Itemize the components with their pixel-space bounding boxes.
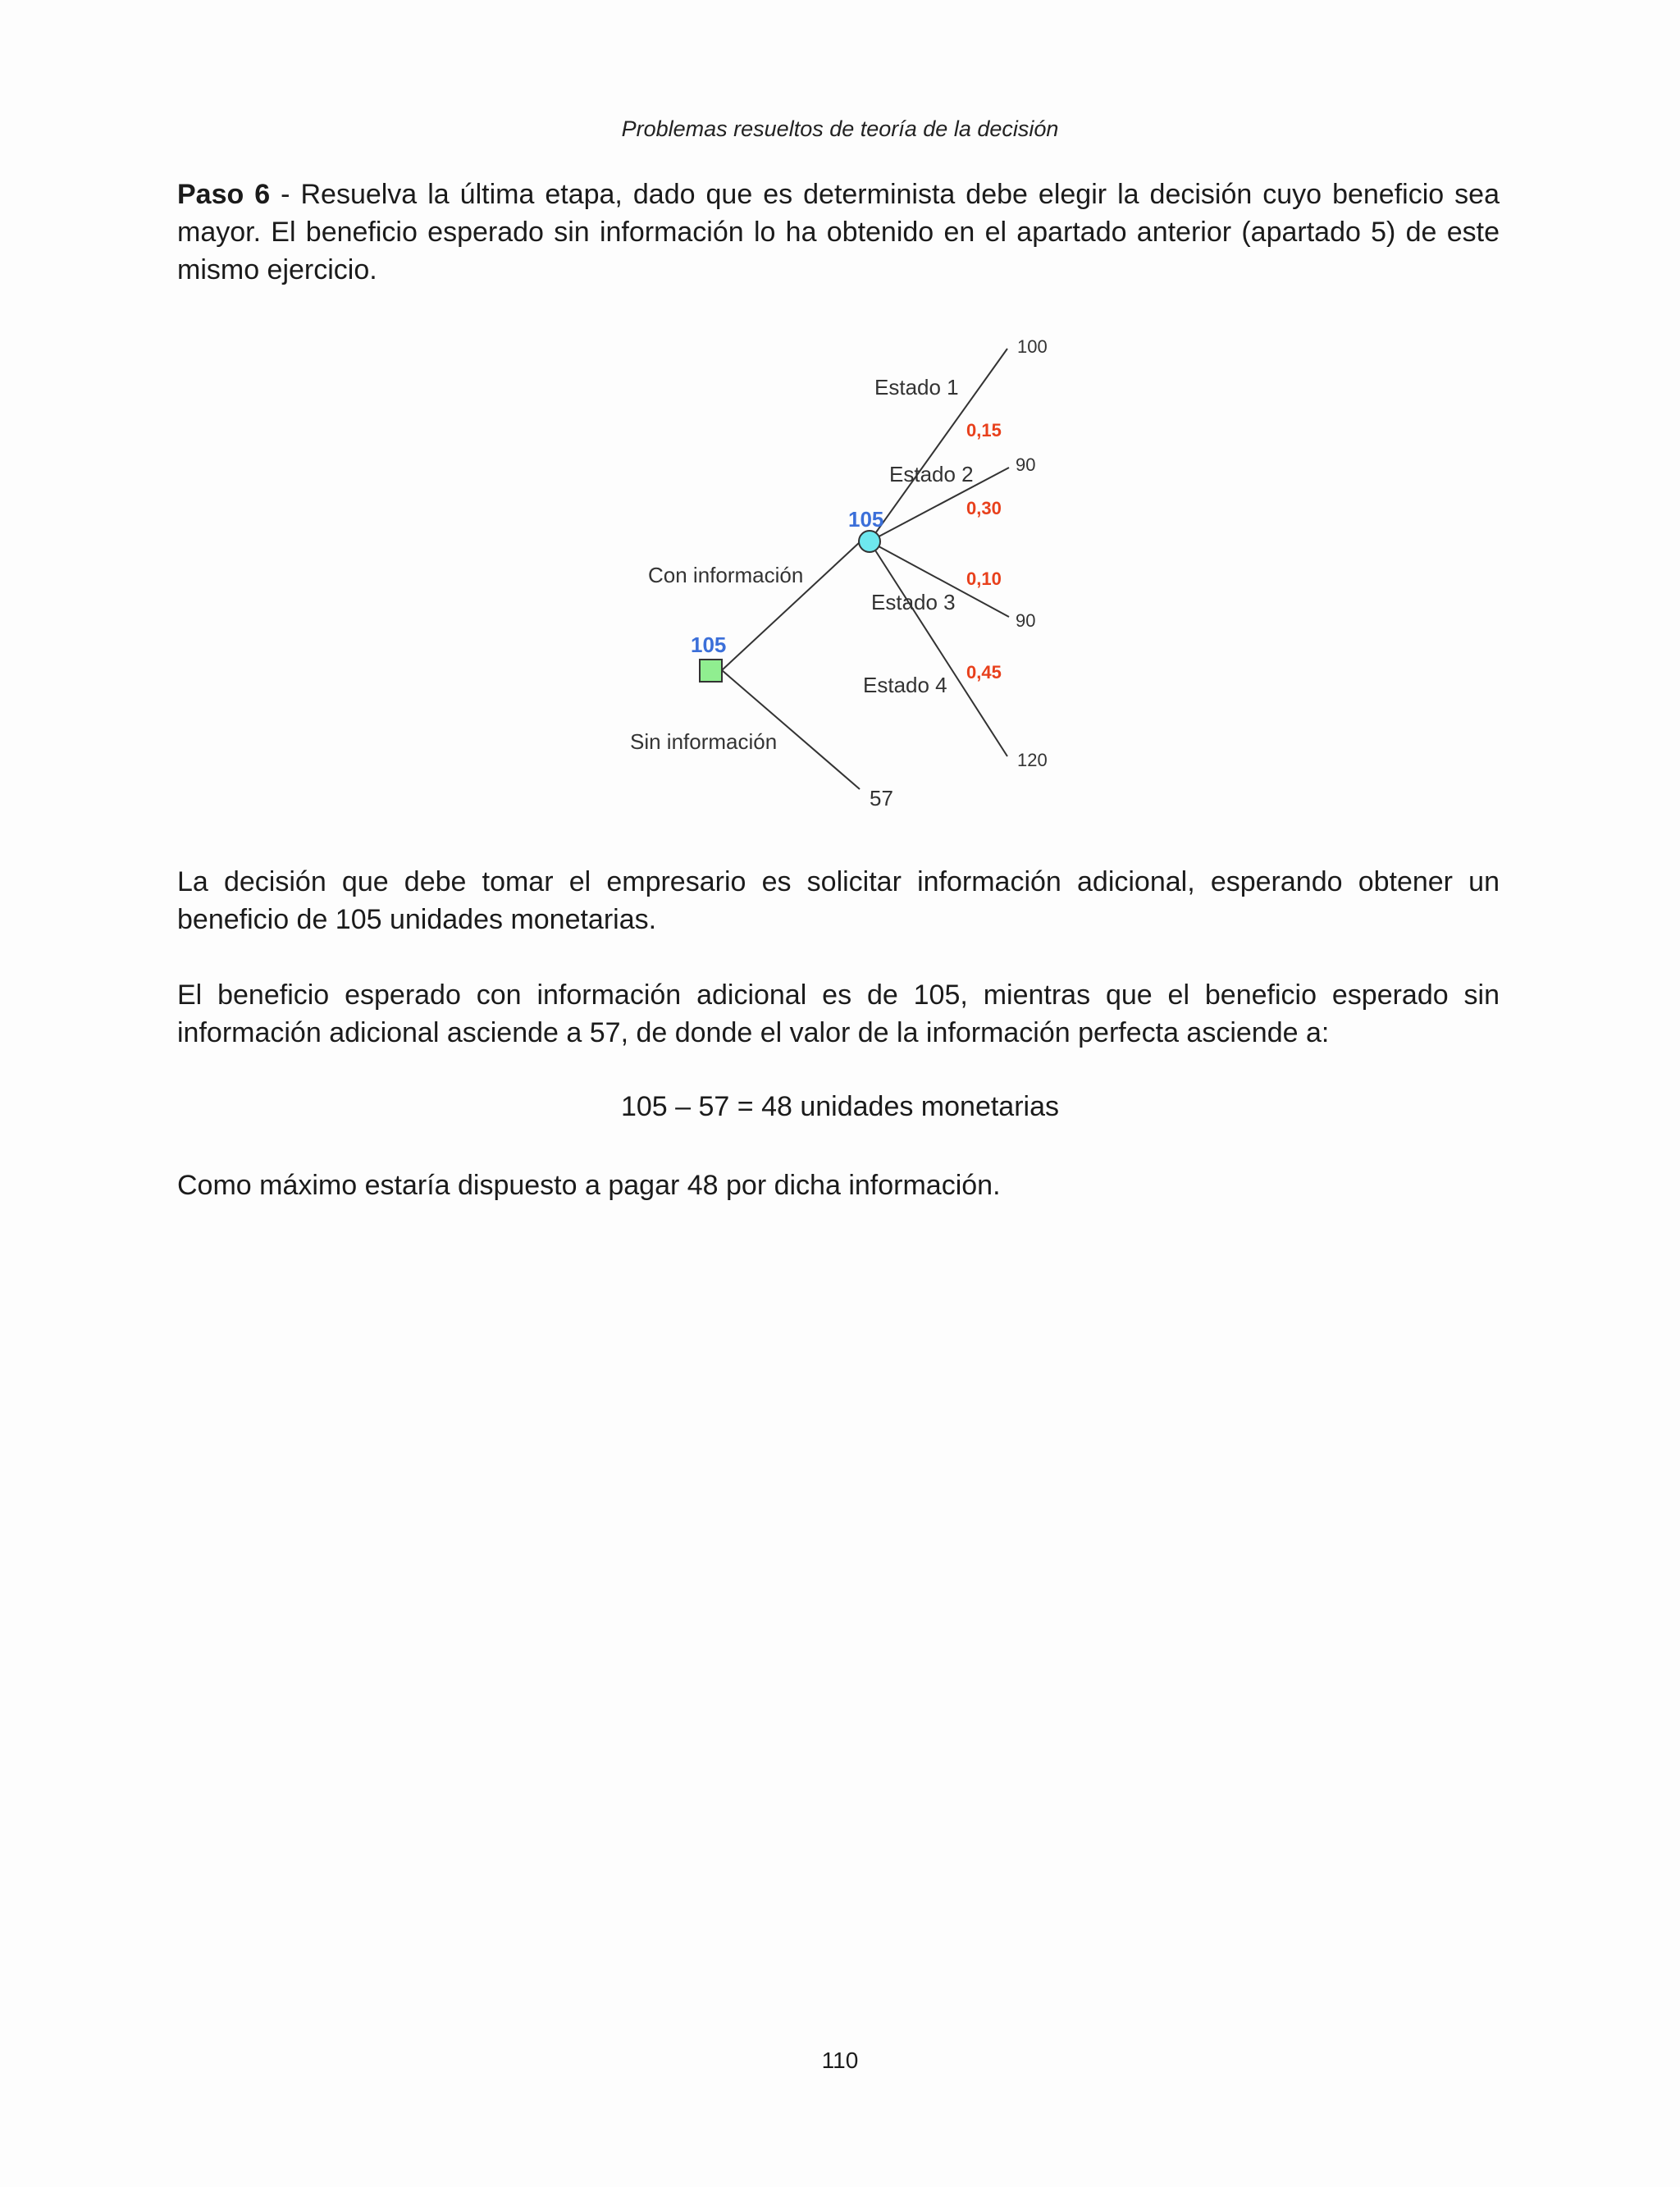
state-probability: 0,15 xyxy=(966,420,1002,441)
chance-node xyxy=(859,531,880,552)
decision-tree-diagram xyxy=(0,0,1680,820)
state-payoff: 120 xyxy=(1017,750,1048,770)
state-probability: 0,10 xyxy=(966,568,1002,589)
state-label: Estado 3 xyxy=(871,590,956,614)
branch-with-info-label: Con información xyxy=(648,563,804,587)
state-label: Estado 1 xyxy=(874,375,959,400)
state-payoff: 90 xyxy=(1016,610,1036,631)
conclusion-paragraph: Como máximo estaría dispuesto a pagar 48 por dicha información. xyxy=(177,1170,1001,1201)
state-payoff: 90 xyxy=(1016,454,1036,475)
decision-paragraph: La decisión que debe tomar el empresario es solicitar información adicional, esperando obtener un beneficio de 105 unidades monetarias. xyxy=(177,866,1500,935)
decision-node-value: 105 xyxy=(691,632,727,657)
branch-without-info-label: Sin información xyxy=(630,729,778,754)
value-of-information-equation: 105 – 57 = 48 unidades monetarias xyxy=(620,1091,1059,1122)
state-probability: 0,30 xyxy=(966,498,1002,518)
running-header: Problemas resueltos de teoría de la decisión xyxy=(621,116,1059,141)
comparison-paragraph: El beneficio esperado con información adicional es de 105, mientras que el beneficio esperado sin información adicional asciende a 57, de donde el valor de la información perfecta asciende a: xyxy=(177,979,1500,1048)
state-label: Estado 4 xyxy=(863,673,947,697)
state-label: Estado 2 xyxy=(889,462,974,486)
state-payoff: 100 xyxy=(1017,336,1048,357)
state-probability: 0,45 xyxy=(966,662,1002,683)
step-text: - Resuelva la última etapa, dado que es determinista debe elegir la decisión cuyo beneficio sea mayor. El beneficio esperado sin información lo ha obtenido en el apartado anterior (apartado 5) de este mismo ejercicio. xyxy=(177,179,1500,285)
decision-node xyxy=(700,660,722,682)
branch-with-info-line xyxy=(722,541,861,670)
step-label: Paso 6 xyxy=(177,179,271,210)
without-info-payoff: 57 xyxy=(870,786,893,810)
page-number: 110 xyxy=(821,2048,859,2073)
chance-node-value: 105 xyxy=(848,507,884,532)
